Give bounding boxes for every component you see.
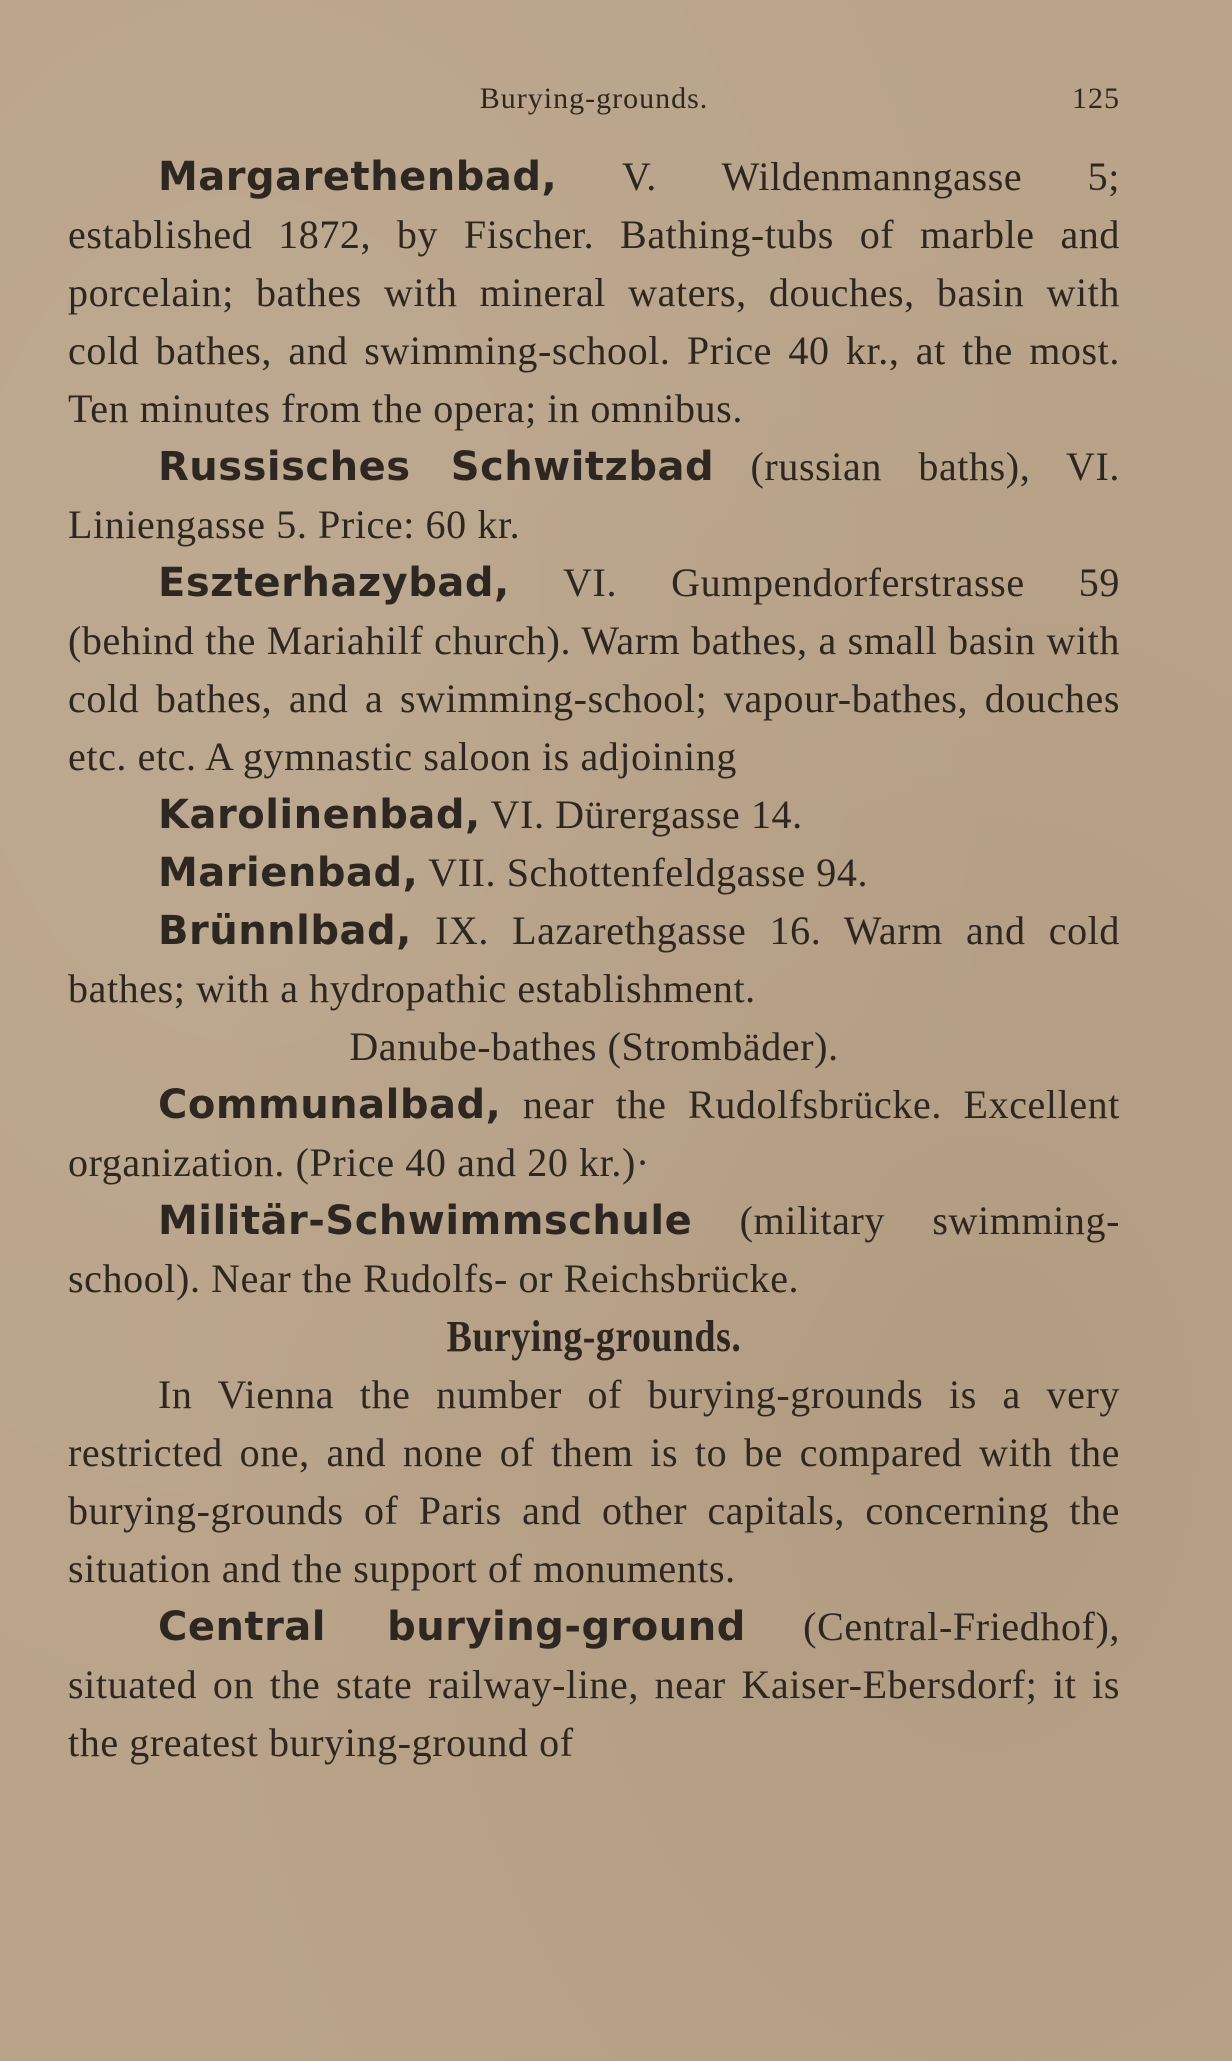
entry-name: Margarethenbad, [158,154,558,200]
page-header [68,82,1120,122]
entry-name: Eszterhazybad, [158,560,510,606]
entry-text: near the Rudolfsbrücke. Excellent organization. (Price 40 and 20 kr.)· [68,1082,1120,1185]
page-number: 125 [1072,82,1120,115]
entry-marienbad [68,844,1120,902]
entry-text: VI. Dürergasse 14. [480,792,803,837]
entry-text: V. Wildenmanngasse 5; established 1872, by Fischer. Bathing-tubs of marble and porcelain; bathes with mineral waters, douches, basin with cold bathes, and swimming-school. Price 40 kr., at the most. Ten minutes from the opera; in omnibus. [68,154,1120,431]
section-intro: In Vienna the number of burying-grounds is a very restricted one, and none of them is to be compared with the burying-grounds of Paris and other capitals, concerning the situation and the support of monuments. [68,1372,1120,1591]
danube-subheading: Danube-bathes (Strombäder). [349,1024,839,1069]
entry-karolinenbad [68,786,1120,844]
entry-name: Communalbad, [158,1082,502,1128]
entry-name: Karolinenbad, [158,792,481,838]
entry-eszterhazybad [68,554,1120,786]
entry-text: IX. Lazarethgasse 16. Warm and cold bathes; with a hydropathic establishment. [68,908,1120,1011]
entry-name: Militär-Schwimmschule [158,1198,693,1244]
entry-name: Russisches Schwitzbad [158,444,715,490]
entry-text: (military swimming-school). Near the Rudolfs- or Reichsbrücke. [68,1198,1120,1301]
entry-text: (russian baths), VI. Liniengasse 5. Price: 60 kr. [68,444,1120,547]
entry-russisches-schwitzbad [68,438,1120,554]
entry-text: VII. Schottenfeldgasse 94. [418,850,869,895]
running-head: Burying-grounds. [479,82,709,115]
entry-margarethenbad [68,148,1120,438]
entry-text: VI. Gumpendorferstrasse 59 (behind the Mariahilf church). Warm bathes, a small basin with cold bathes, and a swimming-school; vapour-bathes, douches etc. etc. A gymnastic saloon is adjoining [68,560,1120,779]
entry-name: Central burying-ground [158,1604,746,1650]
entry-text: (Central-Friedhof), situated on the state railway-line, near Kaiser-Ebersdorf; it is the greatest burying-ground of [68,1604,1120,1765]
entry-communalbad [68,1076,1120,1192]
page-body [68,148,1120,1772]
entry-name: Brünnlbad, [158,908,412,954]
entry-central-burying-ground [68,1598,1120,1772]
entry-brunnlbad [68,902,1120,1018]
entry-name: Marienbad, [158,850,419,896]
entry-militar-schwimmschule [68,1192,1120,1308]
section-heading: Burying-grounds. [446,1312,742,1361]
